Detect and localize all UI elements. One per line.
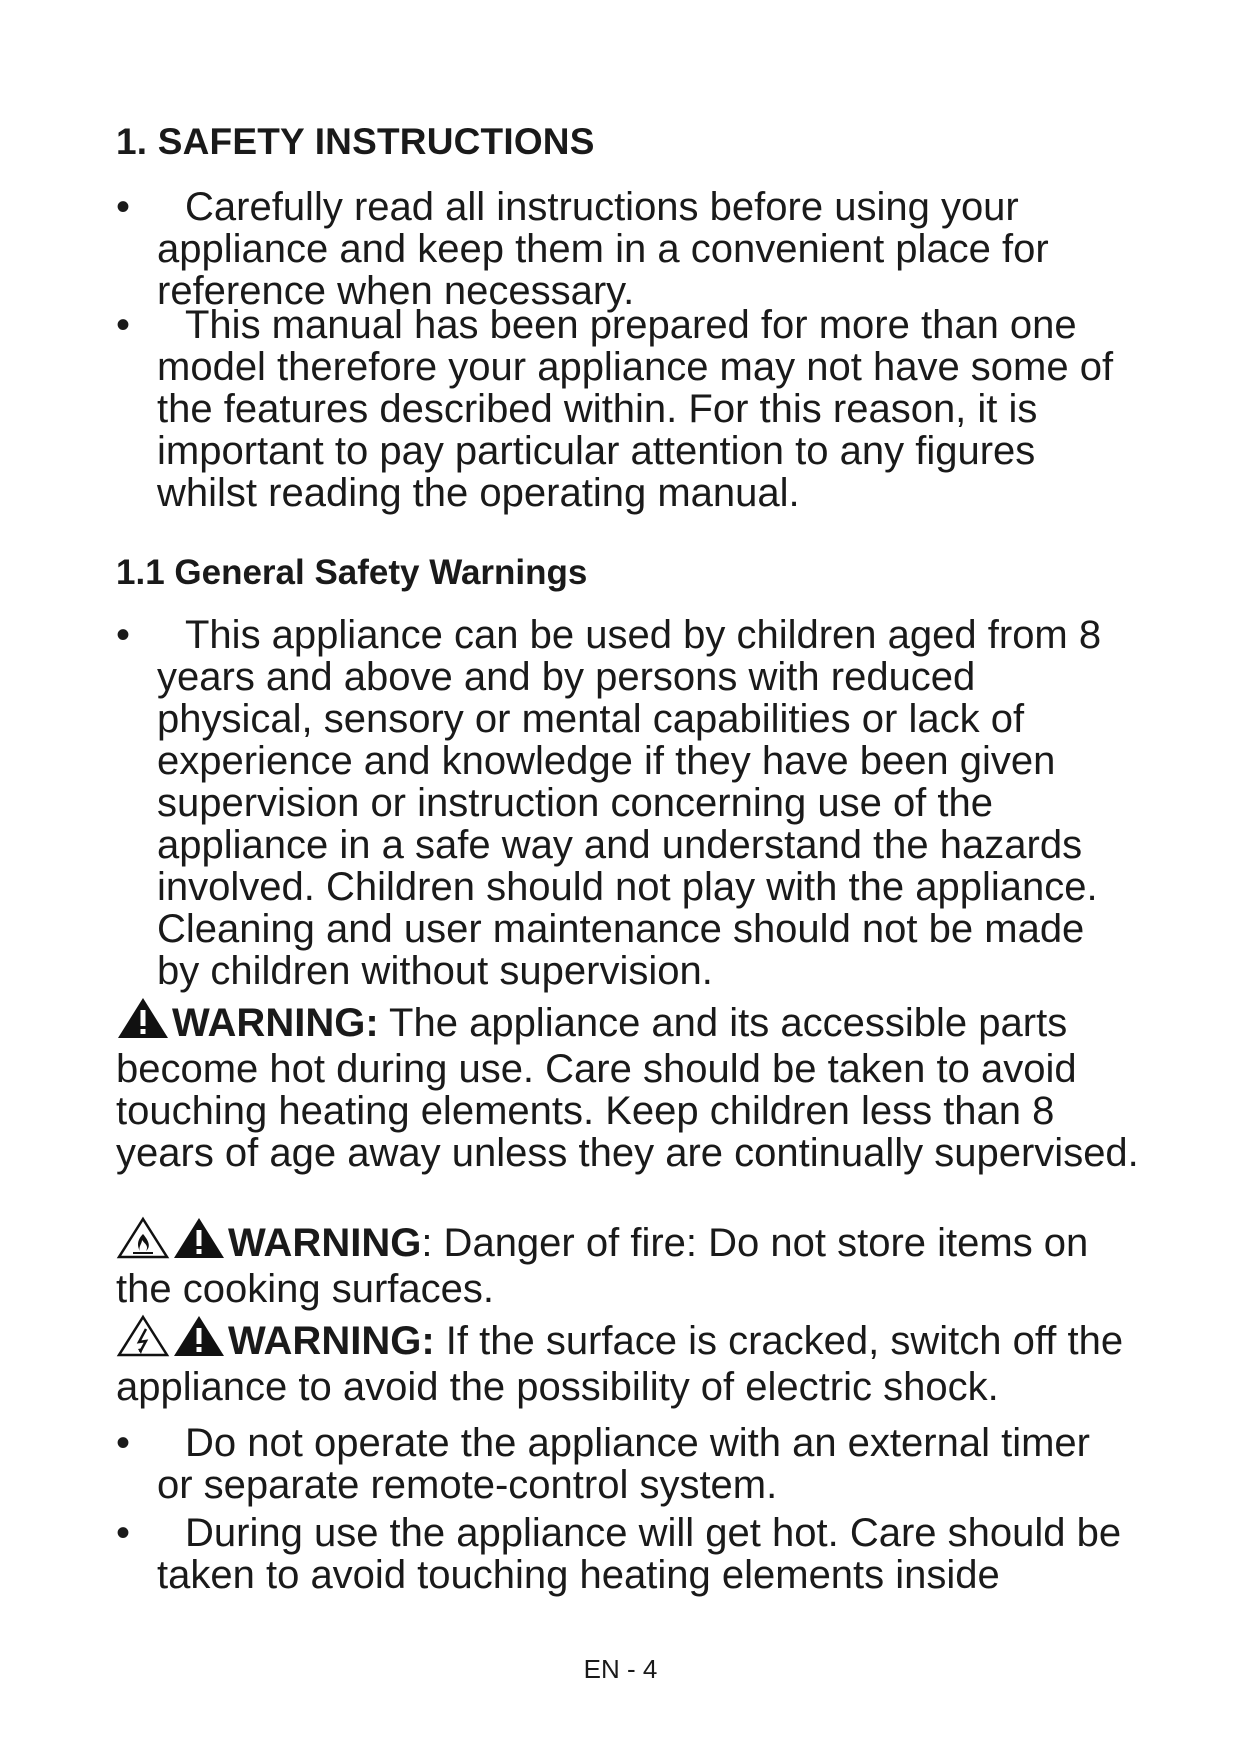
- section-heading: 1. SAFETY INSTRUCTIONS: [116, 121, 595, 162]
- warning-icon: [172, 1314, 226, 1366]
- warning-label: WARNING:: [172, 1001, 379, 1045]
- list-item-text: This manual has been prepared for more than one model therefore your appliance may not have some of the features described within. For this reason, it is important to pay particular attention to any figures whilst reading the operating manual.: [157, 303, 1114, 515]
- warning-fire: [116, 1216, 1146, 1310]
- list-item: [116, 614, 1136, 992]
- bullet-glyph: •: [116, 613, 131, 657]
- list-item-text: During use the appliance will get hot. Care should be taken to avoid touching heating elements inside: [157, 1511, 1122, 1597]
- electric-hazard-icon: [116, 1314, 170, 1366]
- list-item-text: Carefully read all instructions before using your appliance and keep them in a convenient place for reference when necessary.: [157, 185, 1049, 313]
- warning-text: The appliance and its accessible parts become hot during use. Care should be taken to avoid touching heating elements. Keep children less than 8 years of age away unless they are continually supervised.: [116, 1001, 1139, 1175]
- warning-label: WARNING:: [228, 1319, 435, 1363]
- warning-text: If the surface is cracked, switch off the appliance to avoid the possibility of electric shock.: [116, 1319, 1124, 1409]
- bullet-glyph: •: [116, 303, 131, 347]
- list-item: [116, 186, 1136, 312]
- bullet-glyph: •: [116, 185, 131, 229]
- warning-label: WARNING: [228, 1221, 422, 1265]
- list-item: [116, 1512, 1136, 1596]
- warning-hot-parts: [116, 996, 1146, 1174]
- list-item-text: Do not operate the appliance with an external timer or separate remote-control system.: [157, 1421, 1090, 1507]
- warning-text: : Danger of fire: Do not store items on the cooking surfaces.: [116, 1221, 1089, 1311]
- bullet-glyph: •: [116, 1511, 131, 1555]
- fire-hazard-icon: [116, 1216, 170, 1268]
- subsection-heading: 1.1 General Safety Warnings: [116, 553, 588, 592]
- list-item: [116, 1422, 1136, 1506]
- page-number: EN - 4: [583, 1654, 658, 1684]
- bullet-glyph: •: [116, 1421, 131, 1465]
- warning-icon: [116, 996, 170, 1048]
- warning-icon: [172, 1216, 226, 1268]
- list-item-text: This appliance can be used by children aged from 8 years and above and by persons with reduced physical, sensory or mental capabilities or lack of experience and knowledge if they have been given supervision or instruction concerning use of the appliance in a safe way and understand the hazards involved. Children should not play with the appliance. Cleaning and user maintenance should not be made by children without supervision.: [157, 613, 1102, 993]
- warning-electric: [116, 1314, 1146, 1408]
- list-item: [116, 304, 1136, 514]
